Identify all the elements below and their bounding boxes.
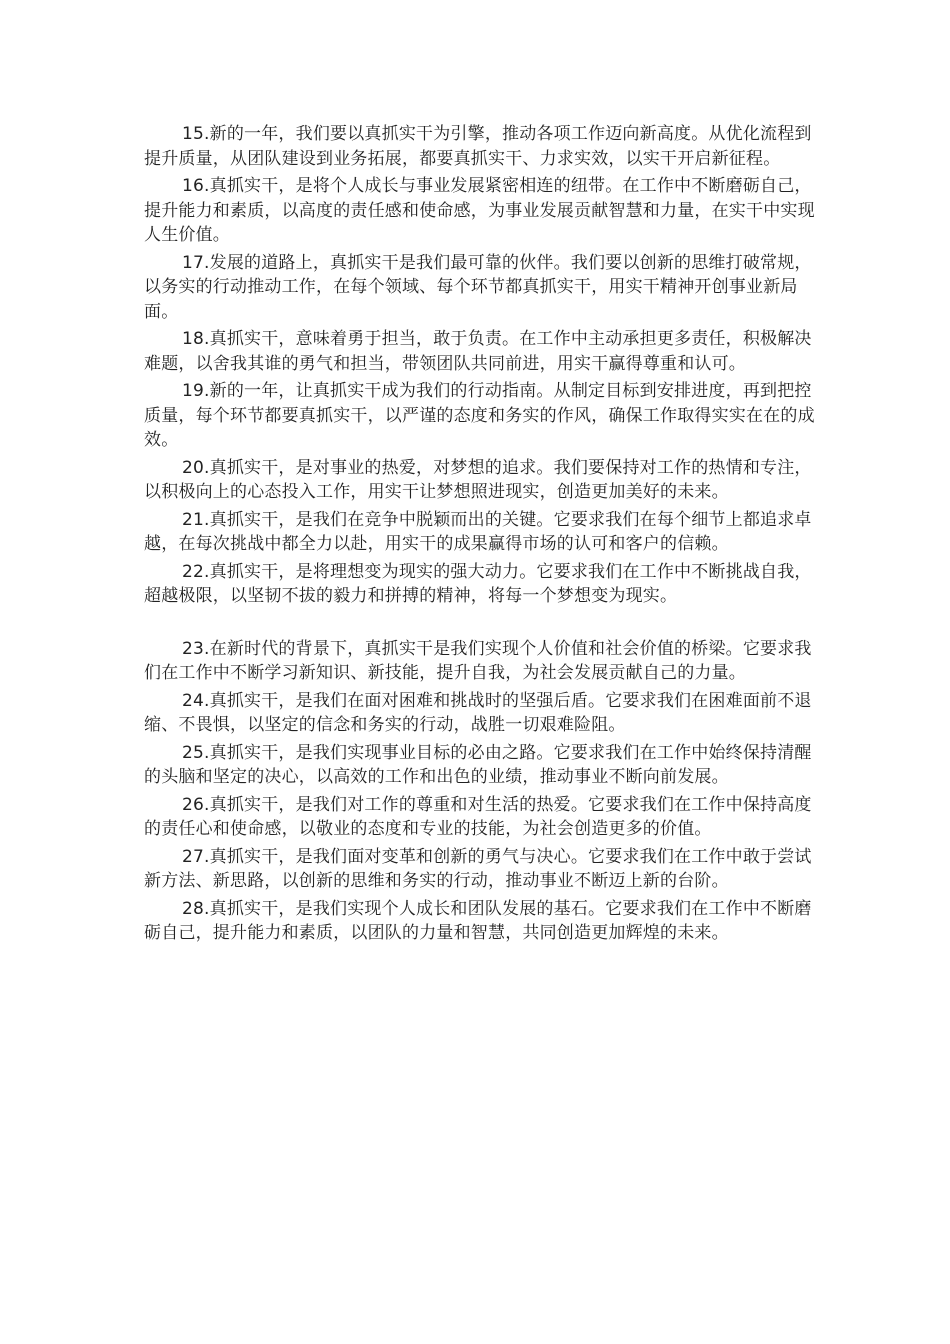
paragraph-25: 25.真抓实干，是我们实现事业目标的必由之路。它要求我们在工作中始终保持清醒的头脑和坚定的决心，以高效的工作和出色的业绩，推动事业不断向前发展。	[144, 742, 812, 787]
paragraph-22: 22.真抓实干，是将理想变为现实的强大动力。它要求我们在工作中不断挑战自我，超越极限，以坚韧不拔的毅力和拼搏的精神，将每一个梦想变为现实。	[144, 561, 812, 606]
paragraph-16: 16.真抓实干，是将个人成长与事业发展紧密相连的纽带。在工作中不断磨砺自己，提升能力和素质，以高度的责任感和使命感，为事业发展贡献智慧和力量，在实干中实现人生价值。	[144, 176, 815, 245]
paragraph-21: 21.真抓实干，是我们在竞争中脱颖而出的关键。它要求我们在每个细节上都追求卓越，在每次挑战中都全力以赴，用实干的成果赢得市场的认可和客户的信赖。	[144, 509, 812, 554]
paragraph-24: 24.真抓实干，是我们在面对困难和挑战时的坚强后盾。它要求我们在困难面前不退缩、不畏惧，以坚定的信念和务实的行动，战胜一切艰难险阻。	[144, 690, 812, 735]
paragraph-28: 28.真抓实干，是我们实现个人成长和团队发展的基石。它要求我们在工作中不断磨砺自己，提升能力和素质，以团队的力量和智慧，共同创造更加辉煌的未来。	[144, 898, 812, 943]
paragraph-17: 17.发展的道路上，真抓实干是我们最可靠的伙伴。我们要以创新的思维打破常规，以务实的行动推动工作，在每个领域、每个环节都真抓实干，用实干精神开创事业新局面。	[144, 252, 812, 322]
paragraph-20: 20.真抓实干，是对事业的热爱，对梦想的追求。我们要保持对工作的热情和专注，以积极向上的心态投入工作，用实干让梦想照进现实，创造更加美好的未来。	[144, 457, 812, 502]
paragraph-26: 26.真抓实干，是我们对工作的尊重和对生活的热爱。它要求我们在工作中保持高度的责任心和使命感，以敬业的态度和专业的技能，为社会创造更多的价值。	[144, 794, 812, 839]
paragraph-27: 27.真抓实干，是我们面对变革和创新的勇气与决心。它要求我们在工作中敢于尝试新方法、新思路，以创新的思维和务实的行动，推动事业不断迈上新的台阶。	[144, 846, 812, 891]
document-body	[144, 122, 816, 949]
paragraph-23: 23.在新时代的背景下，真抓实干是我们实现个人价值和社会价值的桥梁。它要求我们在工作中不断学习新知识、新技能，提升自我，为社会发展贡献自己的力量。	[144, 638, 812, 683]
paragraph-15: 15.新的一年，我们要以真抓实干为引擎，推动各项工作迈向新高度。从优化流程到提升质量，从团队建设到业务拓展，都要真抓实干、力求实效，以实干开启新征程。	[144, 124, 812, 169]
paragraph-19: 19.新的一年，让真抓实干成为我们的行动指南。从制定目标到安排进度，再到把控质量，每个环节都要真抓实干，以严谨的态度和务实的作风，确保工作取得实实在在的成效。	[144, 381, 815, 450]
paragraph-18: 18.真抓实干，意味着勇于担当，敢于负责。在工作中主动承担更多责任，积极解决难题，以舍我其谁的勇气和担当，带领团队共同前进，用实干赢得尊重和认可。	[144, 329, 812, 374]
